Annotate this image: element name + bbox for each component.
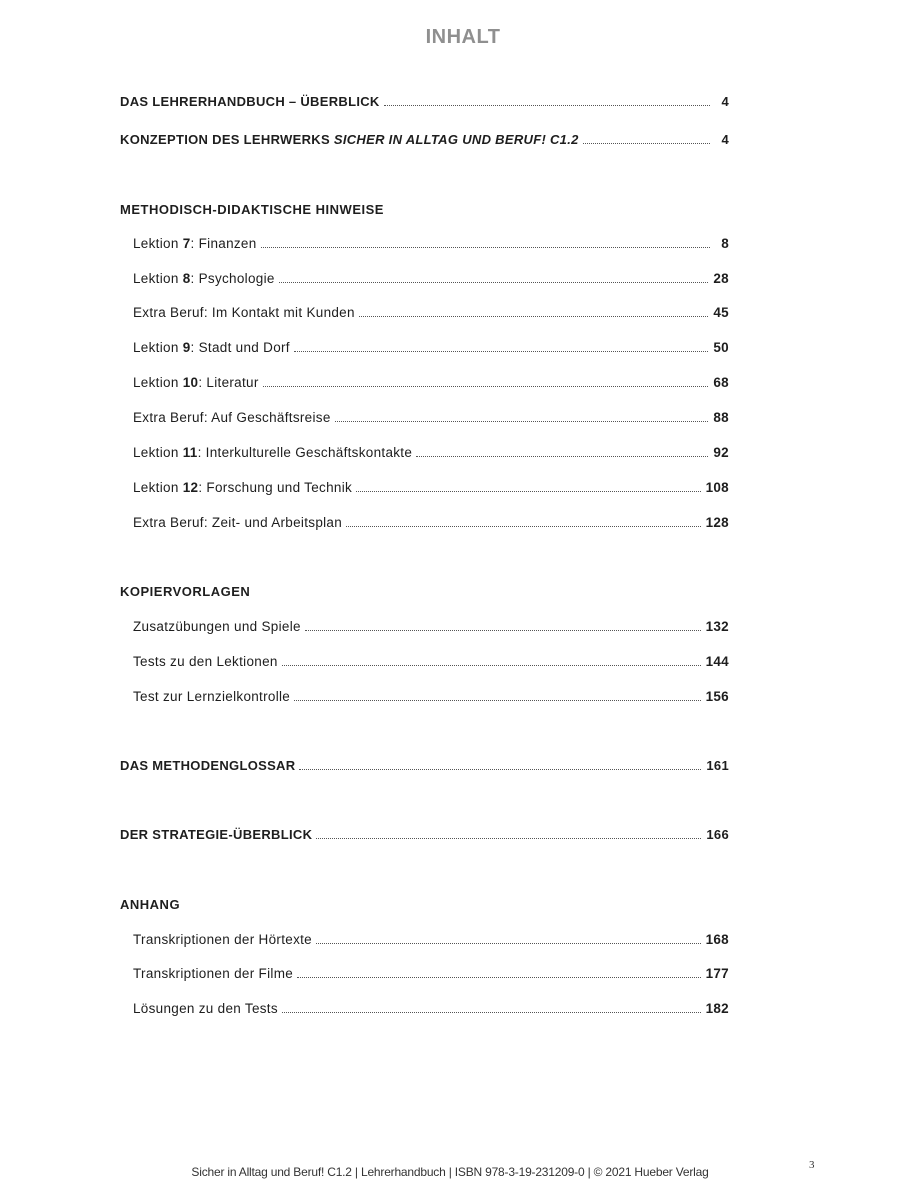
- toc-page-number: 156: [705, 689, 729, 704]
- toc-entry-lektion-12[interactable]: [133, 480, 729, 500]
- toc-entry-lehrerhandbuch[interactable]: [120, 94, 729, 114]
- toc-entry-label: DAS METHODENGLOSSAR: [120, 758, 296, 773]
- dot-leader: [384, 96, 710, 106]
- toc-entry-extra-beruf-arbeitsplan[interactable]: [133, 515, 729, 535]
- toc-page-number: 45: [713, 305, 729, 320]
- dot-leader: [316, 934, 701, 944]
- toc-entry-label: Lösungen zu den Tests: [133, 1001, 278, 1016]
- toc-entry-strategie[interactable]: [120, 827, 729, 847]
- section-heading-kopiervorlagen: KOPIERVORLAGEN: [120, 584, 251, 599]
- toc-entry-label: Extra Beruf: Zeit- und Arbeitsplan: [133, 515, 343, 530]
- dot-leader: [282, 1003, 701, 1013]
- toc-entry-label: Lektion 8: Psychologie: [133, 271, 275, 286]
- page-number: 3: [809, 1159, 815, 1171]
- page-title: INHALT: [425, 26, 501, 48]
- toc-entry-lektion-8[interactable]: [133, 271, 729, 291]
- toc-page-number: 28: [713, 271, 729, 286]
- toc-entry-label: Lektion 11: Interkulturelle Geschäftskontakte: [133, 445, 413, 460]
- toc-entry-label: Zusatzübungen und Spiele: [133, 619, 301, 634]
- toc-page-number: 68: [713, 375, 729, 390]
- toc-entry-methodenglossar[interactable]: [120, 758, 729, 778]
- dot-leader: [416, 447, 708, 457]
- toc-entry-label: [120, 132, 579, 147]
- page-footer: Sicher in Alltag und Beruf! C1.2 | Lehrerhandbuch | ISBN 978-3-19-231209-0 | © 2021 Hueber Verlag: [191, 1165, 709, 1179]
- toc-entry-label: Lektion 12: Forschung und Technik: [133, 480, 353, 495]
- dot-leader: [316, 829, 701, 839]
- dot-leader: [261, 238, 710, 248]
- dot-leader: [279, 273, 709, 283]
- dot-leader: [282, 656, 701, 666]
- dot-leader: [294, 691, 700, 701]
- dot-leader: [359, 307, 709, 317]
- toc-entry-lernzielkontrolle[interactable]: [133, 689, 729, 709]
- toc-page-number: 4: [721, 94, 729, 109]
- toc-entry-filme[interactable]: [133, 966, 729, 986]
- toc-entry-label: Lektion 7: Finanzen: [133, 236, 257, 251]
- toc-entry-label: DAS LEHRERHANDBUCH – ÜBERBLICK: [120, 94, 380, 109]
- toc-page-number: 8: [721, 236, 729, 251]
- dot-leader: [299, 760, 701, 770]
- toc-page-number: 161: [706, 758, 729, 773]
- toc-entry-label: Extra Beruf: Auf Geschäftsreise: [133, 410, 331, 425]
- toc-entry-konzeption[interactable]: [120, 132, 729, 152]
- dot-leader: [335, 412, 709, 422]
- toc-page-number: 132: [705, 619, 729, 634]
- toc-entry-label-italic: SICHER IN ALLTAG UND BERUF! C1.2: [333, 132, 579, 147]
- toc-entry-label: Test zur Lernzielkontrolle: [133, 689, 291, 704]
- toc-entry-label: Transkriptionen der Filme: [133, 966, 294, 981]
- toc-page-number: 92: [713, 445, 729, 460]
- toc-page-number: 88: [713, 410, 729, 425]
- toc-entry-label: DER STRATEGIE-ÜBERBLICK: [120, 827, 313, 842]
- toc-page-number: 108: [705, 480, 729, 495]
- toc-page-number: 144: [705, 654, 729, 669]
- toc-entry-label-prefix: KONZEPTION DES LEHRWERKS: [120, 132, 334, 147]
- toc-entry-label: Transkriptionen der Hörtexte: [133, 932, 312, 947]
- toc-entry-extra-beruf-kunden[interactable]: [133, 305, 729, 325]
- dot-leader: [263, 377, 709, 387]
- toc-page-number: 166: [706, 827, 729, 842]
- toc-entry-loesungen[interactable]: [133, 1001, 729, 1021]
- toc-entry-tests-lektionen[interactable]: [133, 654, 729, 674]
- toc-entry-lektion-9[interactable]: [133, 340, 729, 360]
- toc-page-number: 128: [705, 515, 729, 530]
- dot-leader: [583, 134, 710, 144]
- toc-entry-label: Tests zu den Lektionen: [133, 654, 278, 669]
- toc-page-number: 177: [705, 966, 729, 981]
- toc-entry-lektion-7[interactable]: [133, 236, 729, 256]
- dot-leader: [297, 968, 701, 978]
- toc-page-number: 4: [721, 132, 729, 147]
- toc-page-number: 182: [705, 1001, 729, 1016]
- toc-page-number: 168: [705, 932, 729, 947]
- dot-leader: [356, 482, 701, 492]
- toc-entry-lektion-10[interactable]: [133, 375, 729, 395]
- toc-page-number: 50: [713, 340, 729, 355]
- toc-entry-label: Lektion 9: Stadt und Dorf: [133, 340, 290, 355]
- dot-leader: [294, 342, 709, 352]
- section-heading-methodisch: METHODISCH-DIDAKTISCHE HINWEISE: [120, 202, 384, 217]
- dot-leader: [346, 517, 701, 527]
- toc-entry-lektion-11[interactable]: [133, 445, 729, 465]
- section-heading-anhang: ANHANG: [120, 897, 181, 912]
- toc-entry-hoertexte[interactable]: [133, 932, 729, 952]
- toc-entry-zusatzuebungen[interactable]: [133, 619, 729, 639]
- dot-leader: [305, 621, 701, 631]
- toc-entry-extra-beruf-geschaeftsreise[interactable]: [133, 410, 729, 430]
- toc-entry-label: Extra Beruf: Im Kontakt mit Kunden: [133, 305, 355, 320]
- toc-entry-label: Lektion 10: Literatur: [133, 375, 259, 390]
